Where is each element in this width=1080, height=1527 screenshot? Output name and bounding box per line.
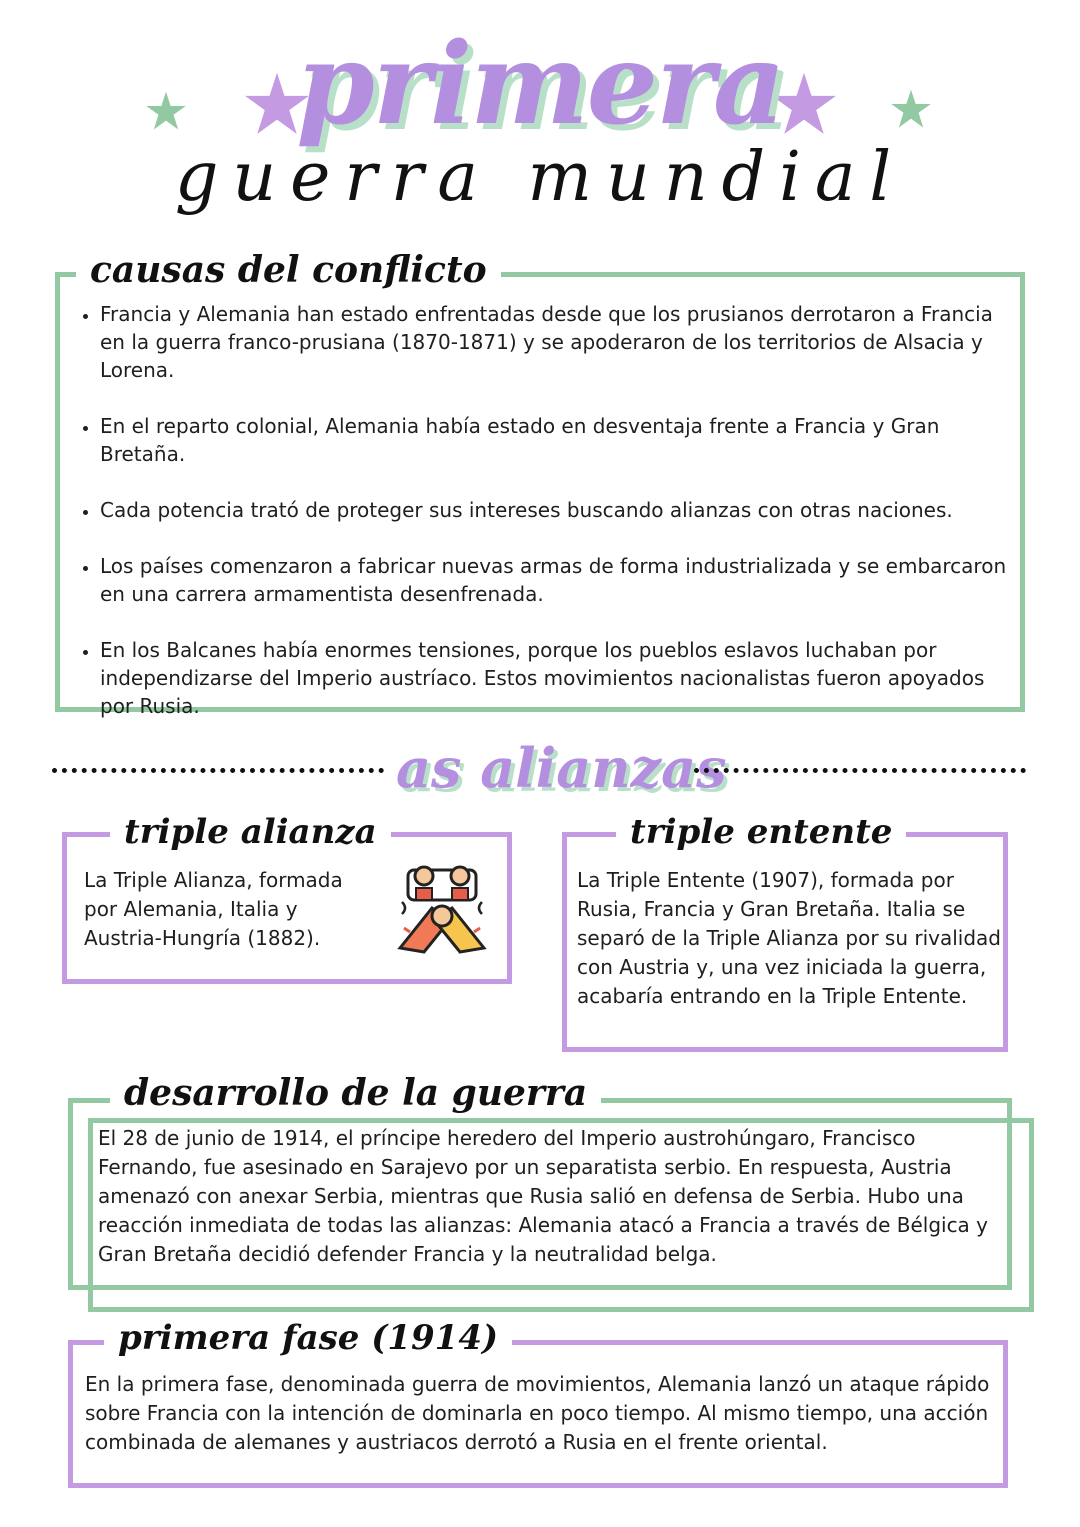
triple-alianza-text: La Triple Alianza, formada por Alemania, Italia y Austria-Hungría (1882). bbox=[84, 868, 343, 950]
desarrollo-heading: desarrollo de la guerra bbox=[110, 1068, 601, 1118]
page-title: primera bbox=[296, 19, 784, 150]
page-subtitle: guerra mundial bbox=[174, 138, 906, 217]
primera-fase-text: En la primera fase, denominada guerra de movimientos, Alemania lanzó un ataque rápido sobre Francia con la intención de dominarla en poco tiempo. Al mismo tiempo, una acción combinada de alemanes y austriacos derrotó a Rusia en el frente oriental. bbox=[85, 1372, 990, 1454]
triple-entente-text: La Triple Entente (1907), formada por Rusia, Francia y Gran Bretaña. Italia se separó de la Triple Alianza por su rivalidad con Austria y, una vez iniciada la guerra, acabaría entrando en la Triple Entente. bbox=[577, 868, 1001, 1008]
handshake-icon bbox=[394, 862, 490, 958]
desarrollo-text: El 28 de junio de 1914, el príncipe heredero del Imperio austrohúngaro, Francisco Fernando, fue asesinado en Sarajevo por un separatista serbio. En respuesta, Austria amenazó con anexar Serbia, mientras que Rusia salió en defensa de Serbia. Hubo una reacción inmediata de todas las alianzas: Alemania atacó a Francia a través de Bélgica y Gran Bretaña decidió defender Francia y la neutralidad belga. bbox=[98, 1126, 989, 1266]
section-title-alianzas: as alianzas bbox=[396, 736, 727, 800]
triple-entente-heading: triple entente bbox=[616, 808, 906, 856]
list-item: • Francia y Alemania han estado enfrentadas desde que los prusianos derrotaron a Francia en la guerra franco-prusiana (1870-1871) y se apoderaron de los territorios de Alsacia y Lorena. bbox=[100, 300, 1014, 384]
list-item: • En los Balcanes había enormes tensiones, porque los pueblos eslavos luchaban por independizarse del Imperio austríaco. Estos movimientos nacionalistas fueron apoyados por Rusia. bbox=[100, 636, 1014, 720]
section-divider-left bbox=[52, 768, 384, 773]
list-item: • Los países comenzaron a fabricar nuevas armas de forma industrializada y se embarcaron en una carrera armamentista desenfrenada. bbox=[100, 552, 1014, 608]
primera-fase-heading: primera fase (1914) bbox=[104, 1314, 512, 1362]
list-item: • Cada potencia trató de proteger sus intereses buscando alianzas con otras naciones. bbox=[100, 496, 1014, 524]
causas-heading: causas del conflicto bbox=[76, 246, 501, 294]
section-divider-right bbox=[694, 768, 1026, 773]
causas-list bbox=[64, 300, 1014, 748]
list-item: • En el reparto colonial, Alemania había estado en desventaja frente a Francia y Gran Bretaña. bbox=[100, 412, 1014, 468]
triple-alianza-heading: triple alianza bbox=[110, 808, 391, 856]
